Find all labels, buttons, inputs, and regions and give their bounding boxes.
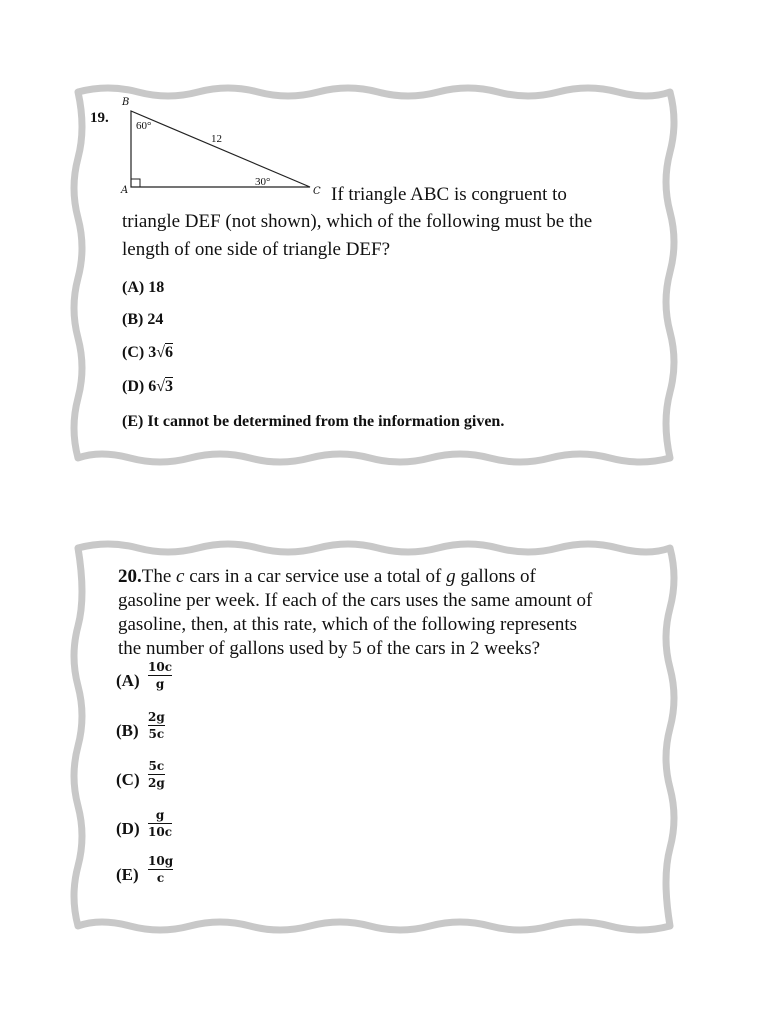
side-label-hypotenuse: 12 [211, 133, 222, 145]
option-c[interactable] [116, 759, 196, 801]
numerator: 2g [148, 710, 165, 724]
fraction-bar [148, 823, 172, 824]
text-segment: gallons of [455, 566, 536, 587]
fraction [148, 660, 172, 691]
variable-c: c [176, 566, 185, 587]
fraction [148, 710, 165, 741]
question-text-line-3: length of one side of triangle DEF? [122, 239, 391, 260]
denominator: c [156, 871, 165, 885]
text-segment: The [141, 566, 177, 587]
fraction-bar [148, 725, 165, 726]
option-label: (E) [116, 865, 139, 884]
denominator: 2g [148, 776, 165, 790]
option-a[interactable] [116, 660, 196, 702]
numerator: g [155, 808, 165, 822]
fraction-bar [148, 869, 173, 870]
angle-label-c: 30° [255, 176, 271, 188]
numerator: 10g [148, 854, 174, 868]
vertex-label-c: C [313, 186, 321, 197]
option-c[interactable] [122, 344, 173, 362]
fraction [148, 759, 165, 790]
question-text-line-1: If triangle ABC is congruent to [331, 184, 567, 205]
option-d[interactable] [116, 808, 196, 850]
fraction [148, 854, 173, 885]
variable-g: g [446, 566, 456, 587]
fraction [148, 808, 172, 839]
option-a[interactable]: (A) 18 [122, 279, 165, 296]
vertex-label-a: A [121, 185, 129, 196]
question-text-line-1 [118, 565, 536, 589]
question-20-card [68, 538, 680, 936]
question-text-line-4: the number of gallons used by 5 of the cars in 2 weeks? [118, 638, 541, 659]
option-c-radicand: 6 [165, 344, 173, 361]
option-b[interactable] [116, 710, 196, 752]
question-text-line-3: gasoline, then, at this rate, which of the following represents [118, 614, 578, 635]
fraction-bar [148, 675, 172, 676]
question-text-line-2: gasoline per week. If each of the cars uses the same amount of [118, 590, 593, 611]
question-19-card [68, 82, 680, 468]
option-c-prefix: (C) 3√ [122, 344, 165, 361]
option-e[interactable]: (E) It cannot be determined from the information given. [122, 413, 505, 430]
question-number: 20. [118, 566, 142, 587]
vertex-label-b: B [122, 97, 130, 108]
question-number: 19. [90, 110, 109, 126]
question-text-line-2: triangle DEF (not shown), which of the following must be the [122, 211, 593, 232]
fraction-bar [148, 774, 165, 775]
numerator: 5c [148, 759, 165, 773]
triangle-figure [118, 96, 318, 196]
denominator: 5c [148, 727, 165, 741]
option-d[interactable] [122, 378, 173, 396]
denominator: 10c [148, 825, 173, 839]
denominator: g [155, 677, 165, 691]
text-segment: cars in a car service use a total of [184, 566, 447, 587]
option-label: (C) [116, 770, 140, 789]
option-label: (B) [116, 721, 139, 740]
option-b[interactable]: (B) 24 [122, 311, 164, 328]
option-d-radicand: 3 [165, 378, 173, 395]
option-label: (D) [116, 819, 140, 838]
angle-label-b: 60° [136, 120, 152, 132]
numerator: 10c [148, 660, 173, 674]
option-d-prefix: (D) 6√ [122, 378, 165, 395]
option-label: (A) [116, 671, 140, 690]
option-e[interactable] [116, 854, 196, 896]
